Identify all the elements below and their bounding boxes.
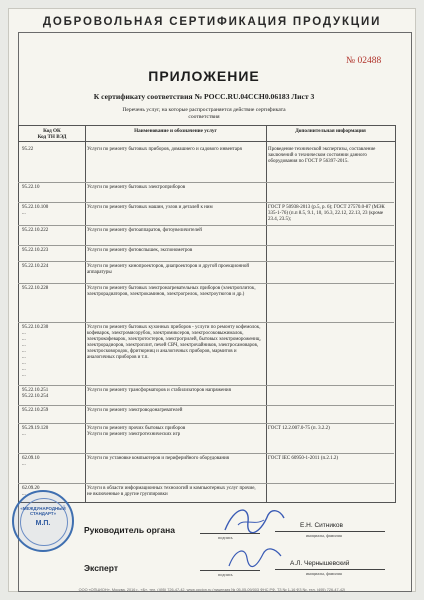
- row-service-name: Услуги по ремонту бытовых электронагревательных приборов (электроплиток, электрорадиаторов, электрокаминов, электрогрелок, электроутюгов и др.): [87, 286, 256, 297]
- row-service-name: Услуги по ремонту прочих бытовых приборов Услуги по ремонту электротехнических игр: [87, 426, 186, 437]
- seal-stamp: [12, 490, 74, 552]
- signature-line: [200, 533, 260, 534]
- row-divider: [18, 385, 394, 386]
- name-caption: инициалы, фамилия: [306, 571, 342, 576]
- intro-text: Перечень услуг, на которые распространяется действие сертификата соответствия: [122, 107, 286, 120]
- row-code: 95.22.10.259: [22, 408, 49, 413]
- row-divider: [18, 423, 394, 424]
- row-service-name: Услуги по ремонту бытовых приборов, домашнего и садового инвентаря: [87, 147, 242, 152]
- row-code: 95.22.10.222: [22, 228, 49, 233]
- row-service-name: Услуги в области информационных технологий и компьютерных услуг прочие, не включенные в другие группировки: [87, 486, 256, 497]
- row-divider: [18, 483, 394, 484]
- page-title: ПРИЛОЖЕНИЕ: [148, 68, 260, 84]
- row-code: 95.22.10.228: [22, 286, 49, 291]
- row-service-name: Услуги по ремонту фотоаппаратов, фотоувеличителей: [87, 228, 202, 233]
- row-code: 95.22: [22, 147, 34, 152]
- row-divider: [18, 283, 394, 284]
- row-divider: [18, 322, 394, 323]
- row-code: 95.22.10.224: [22, 264, 49, 269]
- row-divider: [18, 245, 394, 246]
- row-additional-info: ГОСТ 12.2.007.0-75 (п. 3.2.2): [268, 426, 330, 431]
- row-service-name: Услуги по ремонту трансформаторов и стабилизаторов напряжения: [87, 388, 231, 393]
- row-divider: [18, 182, 394, 183]
- row-code: 95.22.10.230 ... ... ... ... ... ... ... ...: [22, 325, 49, 378]
- row-divider: [18, 453, 394, 454]
- header-code: Код ОК Код ТН ВЭД: [37, 128, 67, 141]
- row-additional-info: ГОСТ Р 50938-2013 (р.5, р. 6); ГОСТ 27570.0-87 (МЭК 335-1-76) (п.п 8.5, 9.1, 10, 16.3, 22.12, 22.13, 23 (кроме 23.4, 23.5);: [268, 205, 385, 222]
- row-service-name: Услуги по ремонту бытовых кухонных приборов - услуги по ремонту кофемолок, кофеварок, электромясорубок, электромиксеров, электросоковыжималок, электрокофеварок, электротостеров, электрогрилей, бытовых электроморожениц, электрорадиоров, электроплит, печей СВЧ, электрочайников, электросамоваров, электросковородок, фритюрниц и аналогичных приборов, мармитов и аналогичных приборов и т.п.: [87, 325, 261, 360]
- row-code: 62.09.10 ...: [22, 456, 40, 467]
- row-divider: [18, 405, 394, 406]
- header-name: Наименование и обозначение услуг: [134, 128, 217, 134]
- row-service-name: Услуги по установке компьютеров и периферийного оборудования: [87, 456, 229, 461]
- row-divider: [18, 202, 394, 203]
- row-code: 95.29.19.120 ...: [22, 426, 49, 437]
- row-code: 62.09.20 ...: [22, 486, 40, 497]
- document-header: ДОБРОВОЛЬНАЯ СЕРТИФИКАЦИЯ ПРОДУКЦИИ: [42, 16, 382, 28]
- header-divider: [19, 141, 395, 142]
- row-additional-info: ГОСТ IEC 60950-1-2011 (п.2.1.2): [268, 456, 339, 461]
- head-name: Е.Н. Ситников: [300, 522, 343, 529]
- name-caption: инициалы, фамилия: [306, 533, 342, 538]
- expert-role: Эксперт: [84, 563, 119, 573]
- row-divider: [18, 225, 394, 226]
- row-code: 95.22.10.223: [22, 248, 49, 253]
- signature-line: [200, 570, 260, 571]
- row-divider: [18, 261, 394, 262]
- row-code: 95.22.10.251 95.22.10.254: [22, 388, 49, 399]
- row-service-name: Услуги по ремонту кинопроекторов, диапроекторов и другой проекционной аппаратуры: [87, 264, 250, 275]
- certificate-number: РОСС.RU.04ССН0.06183 Лист 3: [204, 92, 315, 101]
- row-code: 95.22.10: [22, 185, 40, 190]
- seal-mark: М.П.: [35, 520, 51, 527]
- expert-name: А.Л. Чернышевский: [290, 560, 350, 567]
- row-service-name: Услуги по ремонту электроводонагревателей: [87, 408, 183, 413]
- certificate-reference: [0, 92, 408, 101]
- header-info: Дополнительная информация: [295, 128, 366, 134]
- row-service-name: Услуги по ремонту бытовых электроприборов: [87, 185, 186, 190]
- seal-text: «МЕЖДУНАРОДНЫЙ СТАНДАРТ»: [20, 506, 66, 516]
- head-signature: [220, 500, 290, 540]
- name-line: [275, 569, 385, 570]
- row-service-name: Услуги по ремонту бытовых машин, узлов и деталей к ним: [87, 205, 213, 210]
- head-role: Руководитель органа: [84, 525, 175, 535]
- row-service-name: Услуги по ремонту фотовспышек, экспонометров: [87, 248, 193, 253]
- sign-caption: подпись: [218, 535, 233, 540]
- certificate-label: К сертификату соответствия №: [93, 92, 203, 101]
- print-footer: ООО «ОПЦИОН», Москва, 2016 г., «Б», тел. (495) 726-47-42, www.opcion.ru (лицензия № 05-05-09/003 ФНС РФ, ТЗ № 1-16 ФЗ №, тел. (495) 726-47-42): [78, 588, 346, 592]
- row-additional-info: Проведение технической экспертизы, составление заключений о техническом состоянии данного оборудования по ГОСТ Р 56397-2015.: [268, 147, 376, 164]
- row-code: 95.22.10.100 ...: [22, 205, 49, 216]
- sign-caption: подпись: [218, 572, 233, 577]
- name-line: [275, 531, 385, 532]
- form-number: № 02488: [346, 56, 382, 66]
